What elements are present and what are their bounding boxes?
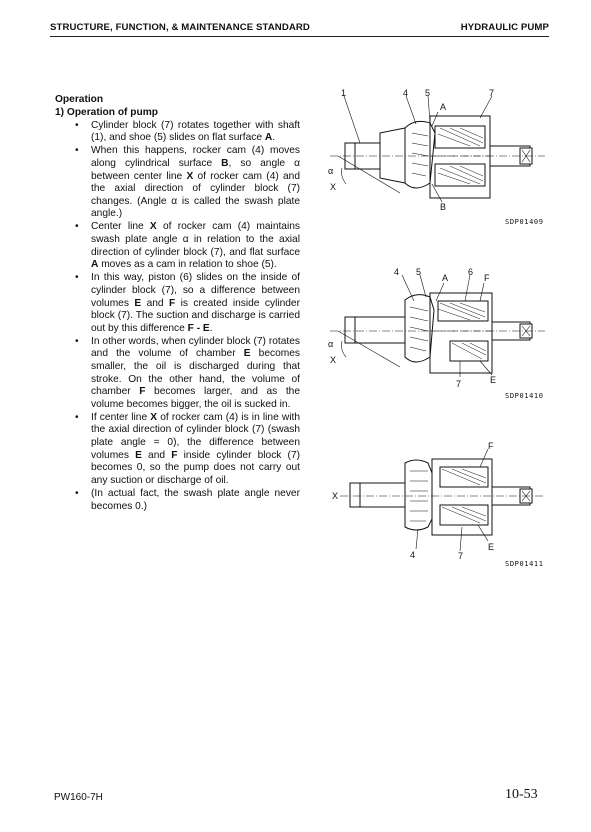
figure-code: SDP01410 [505, 392, 544, 400]
header-left: STRUCTURE, FUNCTION, & MAINTENANCE STANDARD [50, 22, 310, 33]
header-right: HYDRAULIC PUMP [460, 22, 549, 33]
section-subtitle: 1) Operation of pump [55, 106, 159, 118]
figure-label: 7 [456, 379, 462, 389]
figure-label: 4 [403, 88, 409, 98]
pump-figure-2 [320, 265, 550, 390]
bullet-item: • Cylinder block (7) rotates together with shaft (1), and shoe (5) slides on flat surface A. [55, 120, 300, 145]
figure-label: E [490, 375, 497, 385]
figure-code: SDP01409 [505, 218, 544, 226]
body-text [55, 94, 300, 513]
bullet-list [55, 120, 300, 513]
footer-page-number: 10-53 [505, 787, 538, 802]
bullet-item: • In other words, when cylinder block (7) rotates and the volume of chamber E becomes smaller, the oil is discharged during that stroke. On the other hand, the volume of chamber F becomes larger, and as the volume becomes bigger, the oil is sucked in. [55, 336, 300, 412]
section-title: Operation [55, 94, 104, 105]
bullet-item: • In this way, piston (6) slides on the inside of cylinder block (7), so a difference between volumes E and F is created inside cylinder block (7). The suction and discharge is carried out by this difference F - E. [55, 272, 300, 335]
figure-label: 4 [394, 267, 400, 277]
pump-figure-1 [320, 88, 550, 213]
bullet-item: • Center line X of rocker cam (4) maintains swash plate angle α in relation to the axial direction of cylinder block (7), and flat surface A moves as a cam in relation to shoe (5). [55, 221, 300, 271]
figure-label: α [328, 166, 334, 176]
figure-label: A [442, 273, 449, 283]
bullet-item: • When this happens, rocker cam (4) moves along cylindrical surface B, so angle α between center line X of rocker cam (4) and the axial direction of cylinder block (7) changes. (Angle α is called the swash plate angle.) [55, 145, 300, 221]
bullet-item: • If center line X of rocker cam (4) is in line with the axial direction of cylinder block (7) (swash plate angle = 0), the difference between volumes E and F inside cylinder block (7) becomes 0, so the pump does not carry out any suction or discharge of oil. [55, 412, 300, 488]
footer-model: PW160-7H [54, 792, 103, 803]
page-header [50, 20, 549, 37]
figure-label: 7 [458, 551, 464, 560]
figure-label: B [440, 202, 447, 212]
figure-label: 5 [416, 267, 422, 277]
figure-label: E [488, 542, 495, 552]
figure-label: X [332, 491, 339, 501]
figure-label: 4 [410, 550, 416, 560]
figure-label: F [484, 273, 490, 283]
figure-label: X [330, 355, 337, 365]
figure-label: 7 [489, 88, 495, 98]
pump-figure-3 [320, 435, 550, 560]
figure-code: SDP01411 [505, 560, 544, 568]
bullet-item: • (In actual fact, the swash plate angle never becomes 0.) [55, 488, 300, 513]
figure-label: X [330, 182, 337, 192]
figure-label: F [488, 441, 494, 451]
figure-label: 5 [425, 88, 431, 98]
figure-label: 6 [468, 267, 474, 277]
figure-label: α [328, 339, 334, 349]
figure-label: 1 [341, 88, 347, 98]
figure-label: A [440, 102, 447, 112]
